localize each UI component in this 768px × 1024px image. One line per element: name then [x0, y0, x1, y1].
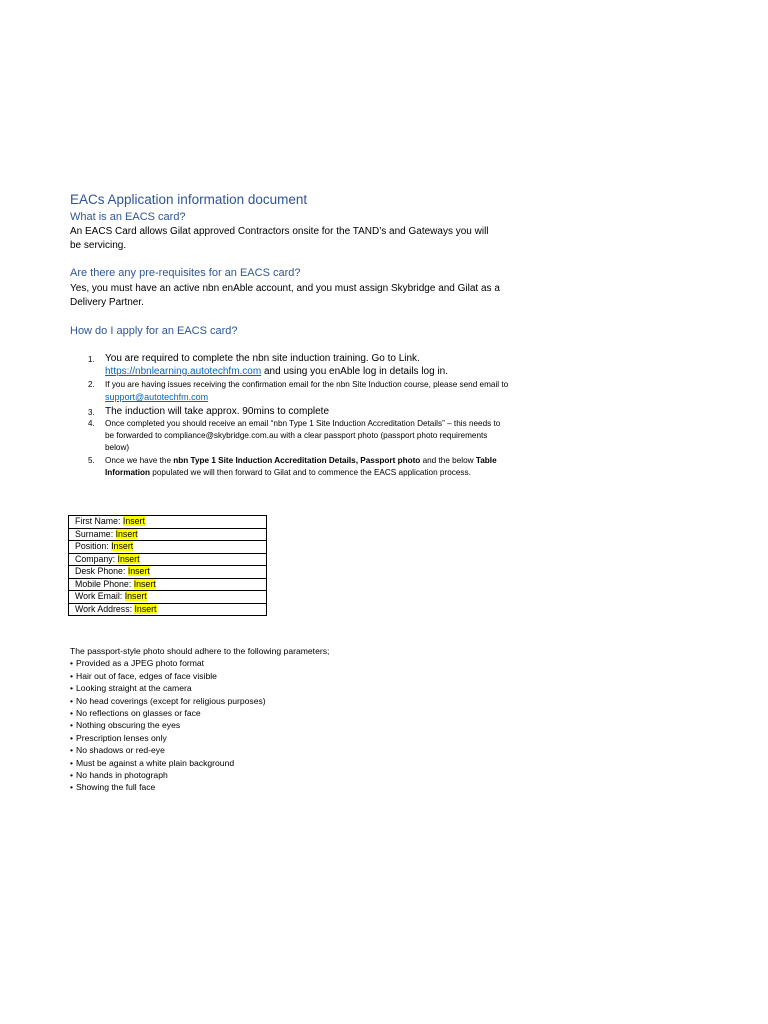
- table-cell: [69, 603, 267, 616]
- field-label: Work Address:: [75, 603, 135, 614]
- list-item: • Showing the full face: [70, 781, 329, 793]
- step-text: If you are having issues receiving the confirmation email for the nbn Site Induction course, please send email to: [105, 380, 509, 389]
- photo-parameters-intro: The passport-style photo should adhere to the following parameters;: [70, 646, 330, 656]
- step-item: [70, 418, 510, 454]
- field-label: Work Email:: [75, 591, 125, 602]
- list-item: • Provided as a JPEG photo format: [70, 657, 329, 669]
- list-item: • No reflections on glasses or face: [70, 707, 329, 719]
- field-label: Mobile Phone:: [75, 578, 134, 589]
- applicant-info-table: [68, 515, 267, 616]
- step-bold-text: Table Information: [105, 456, 497, 477]
- step-text: The induction will take approx. 90mins to complete: [105, 406, 330, 417]
- induction-link[interactable]: https://nbnlearning.autotechfm.com: [105, 366, 262, 377]
- field-value[interactable]: Insert: [134, 603, 157, 614]
- field-value[interactable]: Insert: [117, 553, 140, 564]
- table-row: [69, 603, 267, 616]
- list-item: • Must be against a white plain background: [70, 757, 329, 769]
- paragraph-prerequisites: Yes, you must have an active nbn enAble account, and you must assign Skybridge and Gilat as a Delivery Partner.: [70, 283, 500, 308]
- photo-parameters: [70, 645, 329, 794]
- field-label: Surname:: [75, 528, 116, 539]
- field-value[interactable]: Insert: [111, 541, 134, 552]
- table-row: [69, 591, 267, 604]
- field-label: Company:: [75, 553, 118, 564]
- application-steps: [70, 352, 510, 479]
- step-text: and the below: [420, 456, 476, 465]
- table-cell: [69, 528, 267, 541]
- paragraph-what-is-eacs: An EACS Card allows Gilat approved Contractors onsite for the TAND’s and Gateways you will be servicing.: [70, 226, 489, 251]
- field-value[interactable]: Insert: [115, 528, 138, 539]
- list-item: • Nothing obscuring the eyes: [70, 719, 329, 731]
- table-row: [69, 516, 267, 529]
- step-number: 5.: [88, 456, 95, 465]
- table-row: [69, 528, 267, 541]
- field-value[interactable]: Insert: [133, 578, 156, 589]
- table-row: [69, 566, 267, 579]
- field-label: First Name:: [75, 516, 123, 527]
- step-item: [70, 352, 510, 378]
- heading-what-is-eacs: What is an EACS card?: [70, 211, 186, 223]
- field-value[interactable]: Insert: [127, 566, 150, 577]
- table-cell: [69, 591, 267, 604]
- support-email-link[interactable]: support@autotechfm.com: [105, 392, 209, 402]
- list-item: • No head coverings (except for religious purposes): [70, 695, 329, 707]
- step-text: Once completed you should receive an email “nbn Type 1 Site Induction Accreditation Details” – this needs to be forwarded to compliance@skybridge.com.au with a clear passport photo (passport photo requirements below): [105, 419, 501, 452]
- heading-prerequisites: Are there any pre-requisites for an EACS card?: [70, 267, 301, 279]
- table-cell: [69, 553, 267, 566]
- list-item: • No hands in photograph: [70, 769, 329, 781]
- step-bold-text: nbn Type 1 Site Induction Accreditation Details, Passport photo: [173, 456, 421, 465]
- table-row: [69, 553, 267, 566]
- step-item: [70, 379, 510, 404]
- table-cell: [69, 541, 267, 554]
- list-item: • Looking straight at the camera: [70, 682, 329, 694]
- table-row: [69, 578, 267, 591]
- table-cell: [69, 566, 267, 579]
- photo-parameters-list: [70, 657, 329, 793]
- step-text: and using you enAble log in details log in.: [261, 366, 448, 377]
- step-text: Once we have the: [105, 456, 174, 465]
- step-item: [70, 405, 510, 418]
- step-number: 4.: [88, 419, 95, 428]
- list-item: • Hair out of face, edges of face visible: [70, 670, 329, 682]
- step-text: You are required to complete the nbn site induction training. Go to Link.: [105, 353, 420, 364]
- document-title: EACs Application information document: [70, 192, 308, 207]
- step-text: populated we will then forward to Gilat and to commence the EACS application process.: [150, 468, 471, 477]
- field-label: Desk Phone:: [75, 566, 128, 577]
- table-cell: [69, 578, 267, 591]
- field-label: Position:: [75, 541, 112, 552]
- table-row: [69, 541, 267, 554]
- table-cell: [69, 516, 267, 529]
- step-number: 1.: [88, 355, 95, 364]
- step-item: [70, 455, 510, 479]
- heading-how-to-apply: How do I apply for an EACS card?: [70, 325, 238, 337]
- field-value[interactable]: Insert: [124, 591, 147, 602]
- step-number: 2.: [88, 380, 95, 389]
- field-value[interactable]: Insert: [122, 516, 145, 527]
- list-item: • Prescription lenses only: [70, 732, 329, 744]
- step-number: 3.: [88, 408, 95, 417]
- list-item: • No shadows or red-eye: [70, 744, 329, 756]
